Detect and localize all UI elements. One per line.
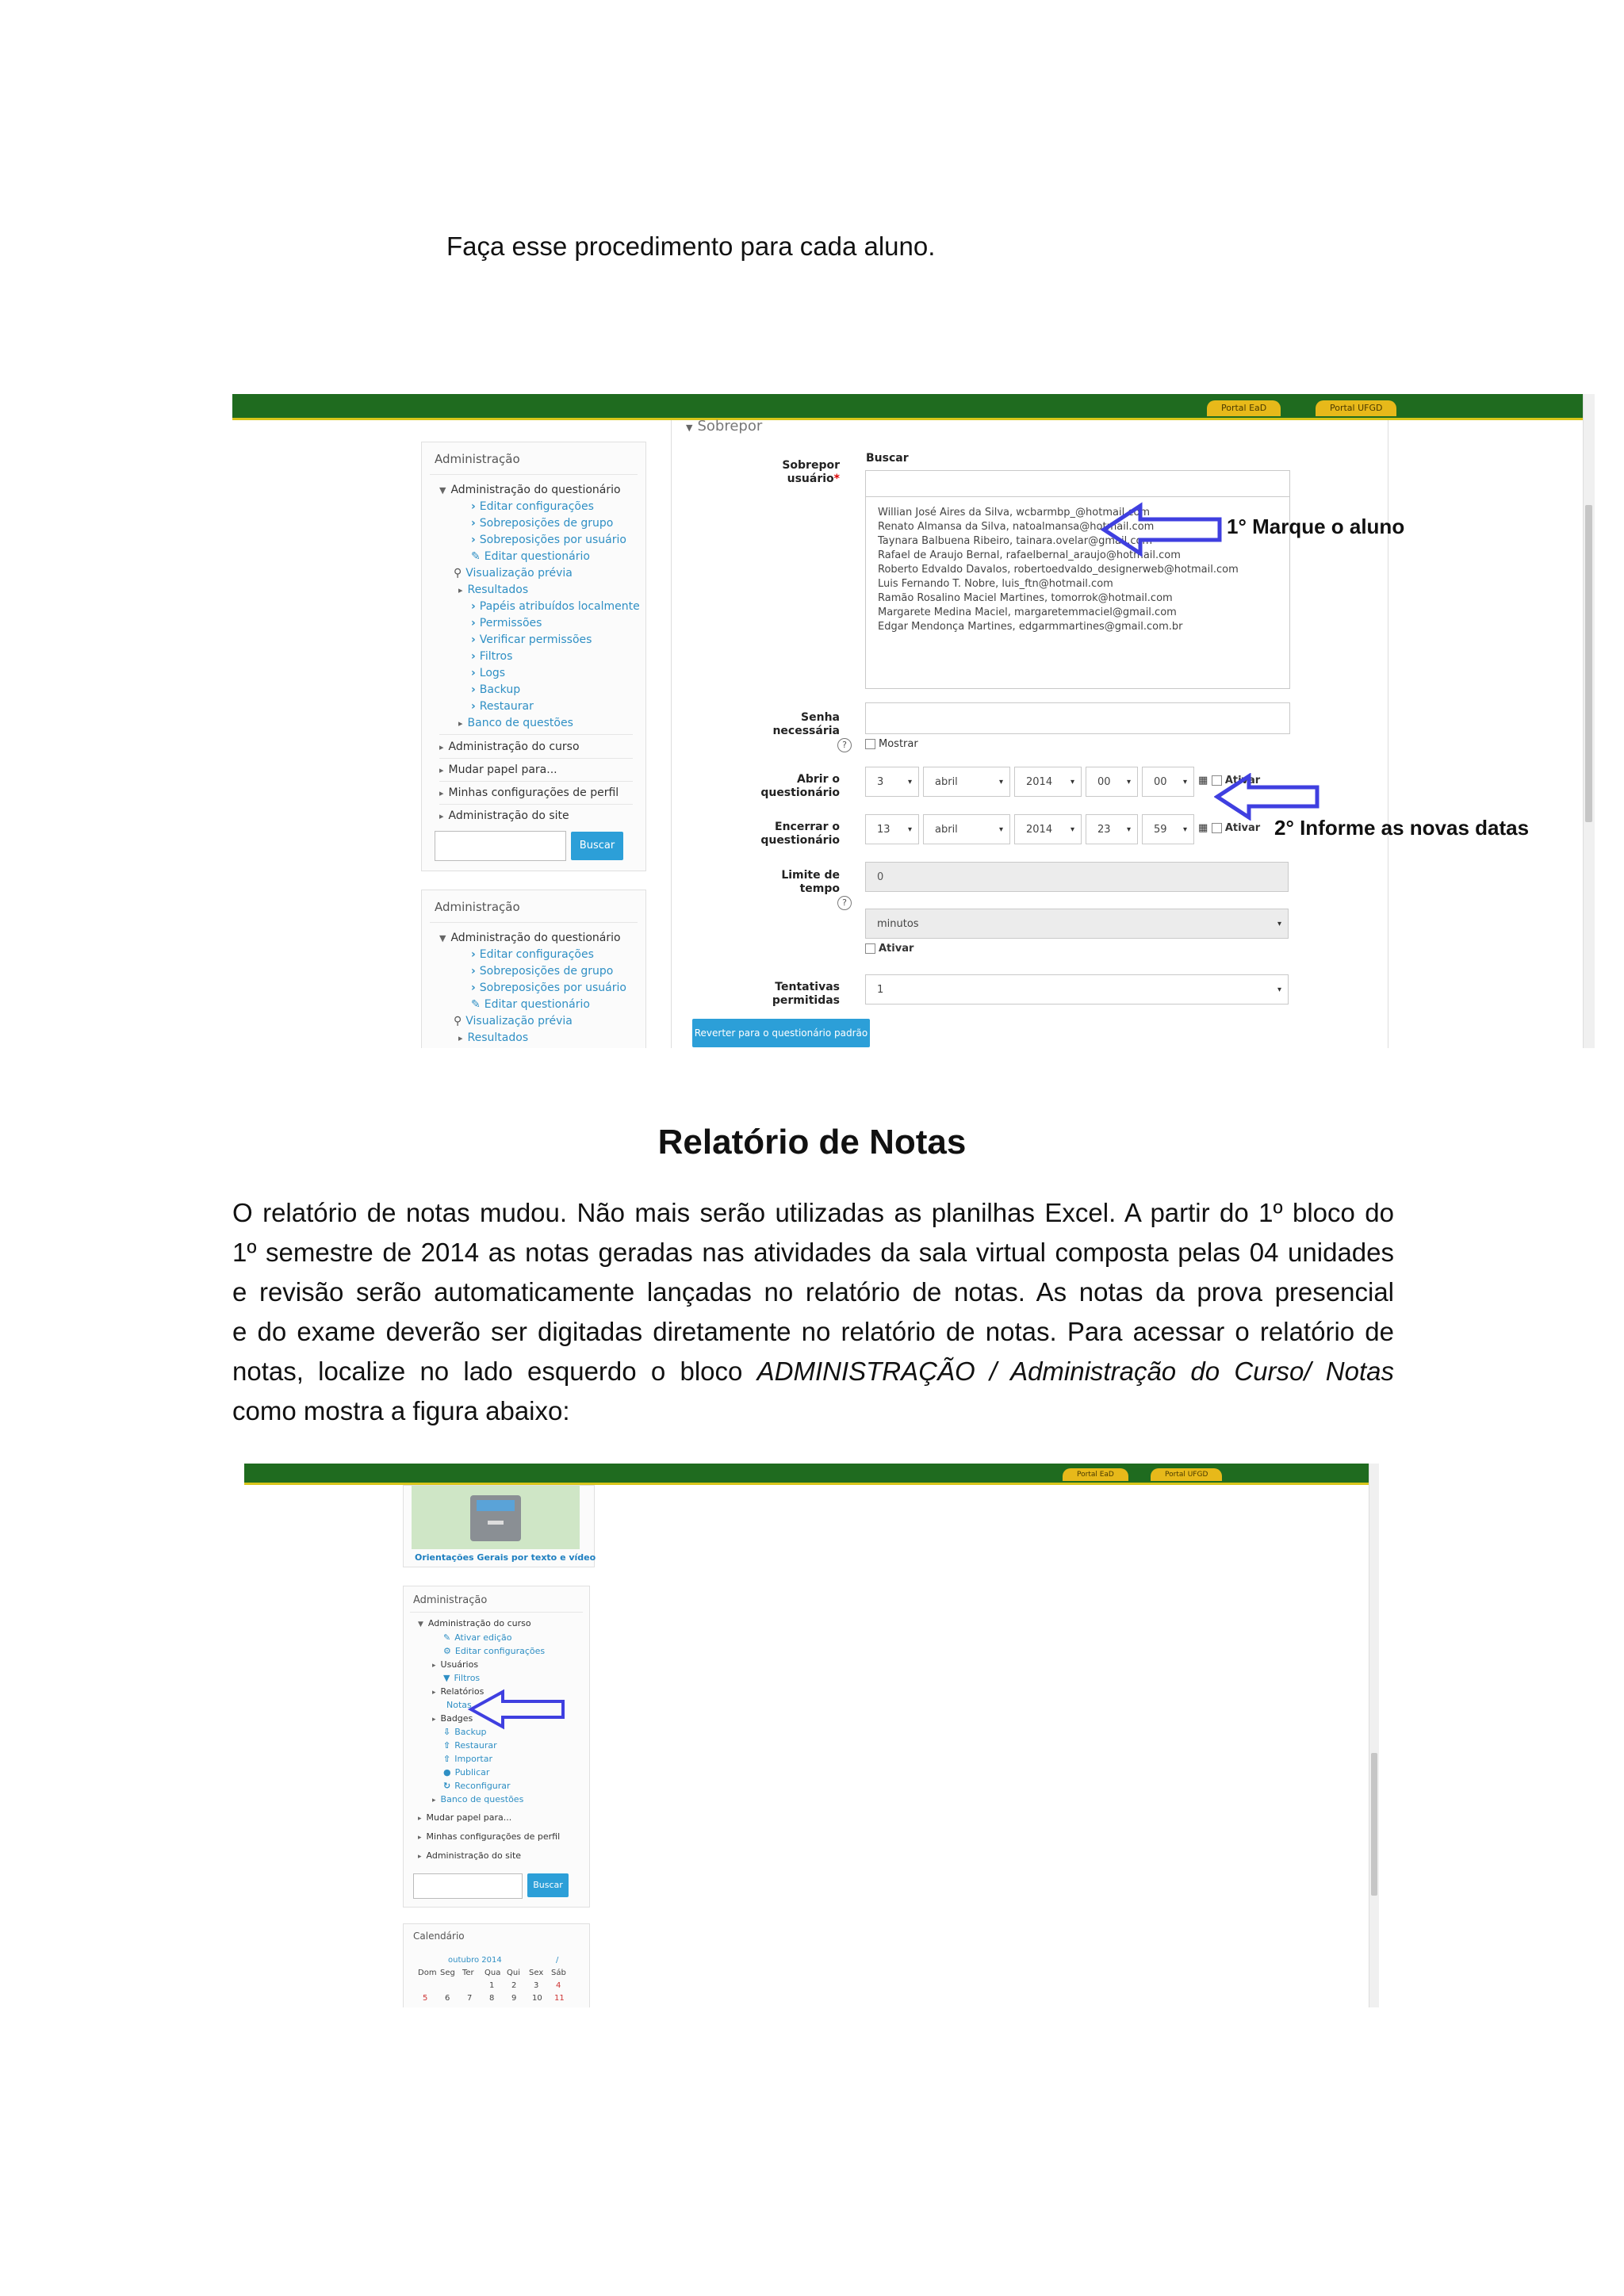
attempts-select[interactable]: 1 ▾ [865,974,1289,1004]
menu2-preview[interactable]: ⚲ Visualização prévia [454,1015,573,1027]
menu2-user-overrides[interactable]: › Sobreposições por usuário [471,982,626,994]
checkbox-icon [865,739,875,749]
caret-right-icon: ▸ [439,742,444,752]
user-option[interactable]: Renato Almansa da Silva, natoalmansa@hotmail.com [878,521,1155,533]
open-quiz-label: Abrir o questionário [760,773,840,799]
user-option[interactable]: Rafael de Araujo Bernal, rafaelbernal_araujo@hotmail.com [878,549,1181,561]
portal-top-bar [244,1464,1379,1485]
calendar-day[interactable]: 10 [532,1994,542,2003]
time-limit-enable-checkbox[interactable]: Ativar [865,943,914,955]
course-admin-block [403,1586,590,1908]
calendar-day[interactable]: 11 [554,1994,565,2003]
caret-right-icon: ▸ [418,1815,422,1823]
calendar-day[interactable]: 4 [556,1981,561,1990]
open-minute-select[interactable]: 00 ▾ [1142,767,1194,797]
intro-text: Faça esse procedimento para cada aluno. [446,232,936,261]
menu-filters[interactable]: ▼ Filtros [443,1673,481,1683]
open-day-select[interactable]: 3 ▾ [865,767,919,797]
user-option[interactable]: Taynara Balbuena Ribeiro, tainara.ovelar@gmail.com [878,535,1153,547]
menu-check-permissions[interactable]: › Verificar permissões [471,633,592,646]
menu-filters[interactable]: › Filtros [471,650,513,663]
calendar-day-header: Ter [462,1969,474,1977]
menu2-edit-settings[interactable]: › Editar configurações [471,948,594,961]
calendar-day-header: Qua [485,1969,501,1977]
caret-down-icon: ▼ [439,933,446,943]
calendar-day[interactable]: 7 [467,1994,473,2003]
course-admin-node[interactable]: ▸ Administração do curso [439,740,580,753]
edit-icon: ✎ [471,550,481,563]
orientation-link[interactable]: Orientações Gerais por texto e vídeo [415,1552,596,1563]
paragraph-line: O relatório de notas mudou. Não mais serão utilizadas as planilhas Excel. A partir do 1º bloco do [232,1198,1394,1227]
paragraph-line: notas, localize no lado esquerdo o bloco ADMINISTRAÇÃO / Administração do Curso/ Notas [232,1357,1394,1386]
switch-role-node[interactable]: ▸ Mudar papel para... [418,1812,512,1823]
show-password-checkbox[interactable]: Mostrar [865,738,918,750]
admin-block-title: Administração [435,452,520,466]
quiz-override-screenshot [232,394,1595,1048]
paragraph-line: e revisão serão automaticamente lançadas no relatório de notas. As notas da prova presencial [232,1277,1394,1307]
portal-ead-tab[interactable]: Portal EaD [1063,1468,1128,1481]
search-icon: ⚲ [454,567,462,580]
page-scrollbar[interactable] [1369,1464,1379,2007]
menu-local-roles[interactable]: › Papéis atribuídos localmente [471,600,640,613]
site-admin-node[interactable]: ▸ Administração do site [439,809,569,822]
switch-role-node[interactable]: ▸ Mudar papel para... [439,763,557,776]
menu-preview[interactable]: ⚲ Visualização prévia [454,567,573,580]
menu-restore[interactable]: ⇧ Restaurar [443,1740,497,1751]
file-cabinet-icon [470,1495,521,1541]
chevron-right-icon: › [471,700,476,713]
calendar-day-header: Sex [529,1969,544,1977]
chevron-right-icon: › [471,965,476,978]
menu-group-overrides[interactable]: › Sobreposições de grupo [471,517,614,530]
admin-block-2 [421,890,646,1048]
admin-block-title: Administração [413,1594,488,1606]
calendar-title: Calendário [413,1931,465,1942]
caret-right-icon: ▸ [418,1834,422,1842]
backup-icon: ⇩ [443,1727,451,1737]
callout-inform-dates: 2° Informe as novas datas [1274,816,1530,840]
callout-mark-student: 1° Marque o aluno [1227,515,1405,538]
user-option[interactable]: Willian José Aires da Silva, wcbarmbp_@hotmail.com [878,507,1151,519]
profile-settings-node[interactable]: ▸ Minhas configurações de perfil [439,786,619,799]
user-option[interactable]: Roberto Edvaldo Davalos, robertoedvaldo_designerweb@hotmail.com [878,564,1239,576]
menu-logs[interactable]: › Logs [471,667,506,679]
time-limit-input[interactable]: 0 [865,862,1289,892]
menu-edit-settings[interactable]: › Editar configurações [471,500,594,513]
chevron-right-icon: › [471,633,476,646]
password-input[interactable] [865,702,1290,734]
refresh-icon: ↻ [443,1781,451,1791]
chevron-right-icon: › [471,534,476,546]
password-label: Senha necessária [772,711,840,737]
course-admin-node[interactable]: ▼ Administração do curso [418,1618,531,1628]
calendar-next-icon[interactable]: / [556,1956,559,1965]
close-month-select[interactable]: abril ▾ [923,814,1010,844]
paragraph-line: como mostra a figura abaixo: [232,1396,570,1425]
admin-block-2-title: Administração [435,900,520,914]
filter-icon: ▼ [443,1673,450,1683]
paragraph-line: e do exame deverão ser digitadas diretamente no relatório de notas. Para acessar o relatório de [232,1317,1394,1346]
menu-user-overrides[interactable]: › Sobreposições por usuário [471,534,626,546]
portal-ufgd-tab[interactable]: Portal UFGD [1151,1468,1222,1481]
menu-reports[interactable]: ▸ Relatórios [432,1686,485,1697]
chevron-right-icon: › [471,683,476,696]
calendar-day[interactable]: 6 [445,1994,450,2003]
time-unit-select[interactable]: minutos ▾ [865,909,1289,939]
close-enable-checkbox[interactable]: ▦ Ativar [1198,822,1261,834]
caret-down-icon: ▼ [439,485,446,496]
gear-icon: ⚙ [443,1646,451,1656]
edit-icon: ✎ [471,998,481,1011]
section-header-sobrepor[interactable]: ▼ Sobrepor [686,418,763,434]
chevron-right-icon: › [471,617,476,629]
close-hour-select[interactable]: 23 ▾ [1086,814,1138,844]
chevron-right-icon: › [471,500,476,513]
caret-down-icon: ▼ [418,1621,423,1628]
menu-turn-editing-on[interactable]: ✎ Ativar edição [443,1632,512,1643]
chevron-right-icon: › [471,517,476,530]
time-limit-label: Limite de tempo [781,869,840,895]
left-arrow-icon [1214,773,1325,821]
admin-search-button[interactable]: Buscar [527,1873,569,1897]
menu-results[interactable]: ▸ Resultados [458,584,529,596]
menu-publish[interactable]: ● Publicar [443,1767,490,1777]
search-icon: ⚲ [454,1015,462,1027]
close-quiz-label: Encerrar o questionário [760,821,840,847]
calendar-block [403,1923,590,2007]
chevron-right-icon: › [471,948,476,961]
globe-icon: ● [443,1767,451,1777]
paragraph-line: 1º semestre de 2014 as notas geradas nas atividades da sala virtual composta pelas 04 unidades [232,1238,1394,1267]
menu-backup[interactable]: › Backup [471,683,521,696]
checkbox-icon [865,943,875,954]
chevron-right-icon: › [471,667,476,679]
close-year-select[interactable]: 2014 ▾ [1014,814,1082,844]
chevron-right-icon: › [471,650,476,663]
chevron-right-icon: › [471,600,476,613]
calendar-icon[interactable]: ▦ [1198,775,1208,786]
course-admin-screenshot [244,1464,1379,2007]
calendar-month[interactable]: outubro 2014 [448,1956,502,1965]
chevron-right-icon: › [471,982,476,994]
portal-top-bar [232,394,1595,420]
page-scrollbar[interactable] [1583,394,1595,1048]
caret-down-icon: ▼ [686,423,693,433]
calendar-icon[interactable]: ▦ [1198,822,1208,834]
calendar-day-header: Dom [418,1969,437,1977]
portal-ufgd-tab[interactable]: Portal UFGD [1316,400,1396,416]
open-enable-checkbox[interactable]: ▦ Ativar [1198,775,1261,786]
menu2-group-overrides[interactable]: › Sobreposições de grupo [471,965,614,978]
revert-button[interactable]: Reverter para o questionário padrão [692,1019,870,1047]
user-option[interactable]: Margarete Medina Maciel, margaretemmaciel@gmail.com [878,607,1177,618]
calendar-day[interactable]: 8 [489,1994,495,2003]
caret-right-icon: ▸ [418,1853,422,1861]
menu-edit-settings[interactable]: ⚙ Editar configurações [443,1646,546,1656]
section-title: Relatório de Notas [657,1123,967,1161]
menu-import[interactable]: ⇧ Importar [443,1754,492,1764]
restore-icon: ⇧ [443,1740,451,1751]
calendar-day[interactable]: 2 [511,1981,517,1990]
menu-badges[interactable]: ▸ Badges [432,1713,473,1724]
admin-block [421,442,646,871]
calendar-day[interactable]: 3 [534,1981,539,1990]
calendar-day-header: Sáb [551,1969,566,1977]
menu2-results[interactable]: ▸ Resultados [458,1031,529,1044]
body-paragraph [232,1193,1394,1431]
import-icon: ⇧ [443,1754,451,1764]
caret-right-icon: ▸ [458,718,463,729]
caret-right-icon: ▸ [432,1662,436,1670]
close-day-select[interactable]: 13 ▾ [865,814,919,844]
close-minute-select[interactable]: 59 ▾ [1142,814,1194,844]
user-option[interactable]: Edgar Mendonça Martines, edgarmmartines@gmail.com.br [878,621,1183,633]
site-admin-node[interactable]: ▸ Administração do site [418,1850,522,1861]
menu-question-bank[interactable]: ▸ Banco de questões [458,717,573,729]
open-year-select[interactable]: 2014 ▾ [1014,767,1082,797]
checkbox-icon [1212,823,1222,833]
admin-search-button[interactable]: Buscar [571,832,623,860]
menu-reset[interactable]: ↻ Reconfigurar [443,1781,511,1791]
menu-permissions[interactable]: › Permissões [471,617,542,629]
admin-search-input[interactable] [435,831,566,861]
caret-right-icon: ▸ [432,1797,436,1804]
menu-restore[interactable]: › Restaurar [471,700,534,713]
calendar-day[interactable]: 5 [423,1994,428,2003]
open-month-select[interactable]: abril ▾ [923,767,1010,797]
search-label: Buscar [866,452,909,465]
pencil-icon: ✎ [443,1632,451,1643]
menu-grades[interactable]: Notas [446,1700,472,1710]
left-arrow-icon [468,1689,571,1730]
attempts-label: Tentativas permitidas [772,981,840,1007]
menu2-edit-quiz[interactable]: ✎ Editar questionário [471,998,590,1011]
orientation-thumbnail-block [403,1485,595,1567]
calendar-day[interactable]: 1 [489,1981,495,1990]
menu-users[interactable]: ▸ Usuários [432,1659,479,1670]
calendar-day[interactable]: 9 [511,1994,517,2003]
portal-ead-tab[interactable]: Portal EaD [1207,400,1281,416]
help-icon[interactable]: ? [837,896,852,910]
override-user-label: Sobrepor usuário* [782,459,840,485]
caret-right-icon: ▸ [458,1033,463,1043]
calendar-day-header: Qui [507,1969,520,1977]
left-arrow-icon [1101,502,1228,557]
menu-question-bank[interactable]: ▸ Banco de questões [432,1794,524,1804]
open-hour-select[interactable]: 00 ▾ [1086,767,1138,797]
calendar-day-header: Seg [440,1969,455,1977]
caret-right-icon: ▸ [439,788,444,798]
caret-right-icon: ▸ [458,585,463,595]
menu-backup[interactable]: ⇩ Backup [443,1727,487,1737]
user-option[interactable]: Luis Fernando T. Nobre, luis_ftn@hotmail.com [878,578,1113,590]
cabinet-image[interactable] [412,1486,580,1549]
menu-edit-quiz[interactable]: ✎ Editar questionário [471,550,590,563]
caret-right-icon: ▸ [432,1689,436,1697]
caret-right-icon: ▸ [439,765,444,775]
help-icon[interactable]: ? [837,738,852,752]
quiz-admin-node-2[interactable]: ▼ Administração do questionário [439,932,621,944]
user-option[interactable]: Ramão Rosalino Maciel Martines, tomorrok@hotmail.com [878,592,1173,604]
caret-right-icon: ▸ [432,1716,436,1724]
profile-settings-node[interactable]: ▸ Minhas configurações de perfil [418,1831,561,1842]
quiz-admin-node[interactable]: ▼ Administração do questionário [439,484,621,496]
caret-right-icon: ▸ [439,811,444,821]
admin-search-input[interactable] [413,1873,523,1899]
